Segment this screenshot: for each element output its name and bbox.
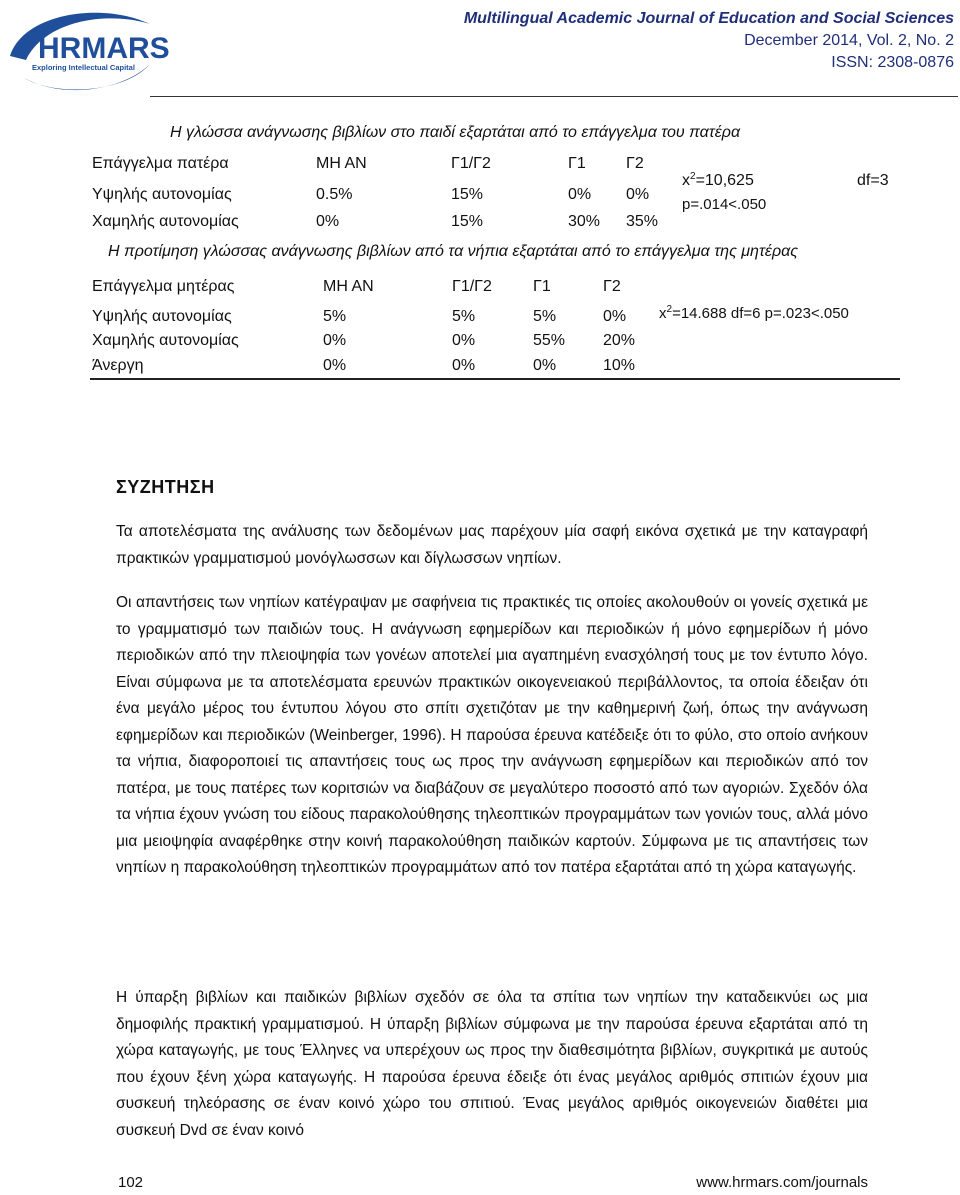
paragraph-2: Οι απαντήσεις των νηπίων κατέγραψαν με σαφήνεια τις πρακτικές τις οποίες ακολουθούν οι γονείς σχετικά με το γραμματισμό των παιδιών τους. Η ανάγνωση εφημερίδων και περιοδικών ή μόνο εφημερίδων ή μόνο περιοδικών από την πλειοψηφία των γονέων αποτελεί μια αγαπημένη ενασχόλησή τους με τον έντυπο λόγο. Είναι σύμφωνα με τα αποτελέσματα ερευνών πρακτικών οικογενειακού περιβάλλοντος, τα οποία έδειξαν ότι ένα μεγάλο μέρος του έντυπου λόγου στο σπίτι σχετιζόταν με την καθημερινή ζωή, όπως την ανάγνωση εφημερίδων και περιοδικών (Weinberger, 1996). Η παρούσα έρευνα κατέδειξε ότι το φύλο, στο οποίο ανήκουν τα νήπια, διαφοροποιεί τις απαντήσεις τους ως προς την ανάγνωση εφημερίδων και περιοδικών από τον πατέρα, με τους πατέρες των κοριτσιών να διαβάζουν σε μεγαλύτερο ποσοστό από των αγοριών. Σχεδόν όλα τα νήπια έχουν γνώση του είδους παρακολούθησης τηλεοπτικών προγραμμάτων των γονιών τους, αλλά μόνο μια μειοψηφία αναφέρθηκε στην κοινή παρακολούθηση παιδικών καρτούν. Σύμφωνα με τις απαντήσεις των νηπίων η παρακολούθηση τηλεοπτικών προγραμμάτων από τον πατέρα εξαρτάται από τη χώρα καταγωγής. xyxy=(116,594,868,876)
paragraph-3: Η ύπαρξη βιβλίων και παιδικών βιβλίων σχεδόν σε όλα τα σπίτια των νηπίων την καταδεικνύει ως μια δημοφιλής πρακτική γραμματισμού. Η ύπαρξη βιβλίων σύμφωνα με την παρούσα έρευνα εξαρτάται από τη χώρα καταγωγής, με τους Έλληνες να υπερέχουν ως προς την διαθεσιμότητα βιβλίων, συγκριτικά με αυτούς που έχουν ξένη χώρα καταγωγής. Η παρούσα έρευνα έδειξε ότι ένας μεγάλος αριθμός σπιτιών έχουν μια συσκευή τηλεόρασης σε έναν κοινό χώρο του σπιτιού. Ένας μεγάλος αριθμός οικογενειών διαθέτει μια συσκευή Dvd σε έναν κοινό xyxy=(116,989,868,1139)
table-cell: 5% xyxy=(452,308,476,325)
table1-df: df=3 xyxy=(857,172,889,189)
table2-statistics: $x^2=14.688$ df=6 p=.023<.050 xyxy=(659,304,849,322)
table-cell: 0% xyxy=(452,332,476,349)
logo-tagline: Exploring Intellectual Capital xyxy=(32,63,135,72)
publisher-logo xyxy=(4,4,170,96)
table1-header-g2: Γ2 xyxy=(626,155,644,172)
table-cell: 0% xyxy=(568,186,592,203)
journal-title: Multilingual Academic Journal of Education and Social Sciences xyxy=(463,10,954,27)
table1-header-mhan: ΜΗ ΑΝ xyxy=(316,155,367,172)
table2-header-mhan: ΜΗ ΑΝ xyxy=(323,278,374,295)
table-row-label: Άνεργη xyxy=(92,357,144,374)
table-row-label: Χαμηλής αυτονομίας xyxy=(92,332,239,349)
table-cell: 15% xyxy=(451,213,484,230)
table2-header-g1g2: Γ1/Γ2 xyxy=(452,278,492,295)
table1-header-profession: Επάγγελμα πατέρα xyxy=(92,155,229,172)
table2-bottom-rule xyxy=(90,378,900,380)
paragraph-1: Τα αποτελέσματα της ανάλυσης των δεδομένων μας παρέχουν μία σαφή εικόνα σχετικά με την καταγραφή πρακτικών γραμματισμού μονόγλωσσων και δίγλωσσων νηπίων. xyxy=(116,523,868,567)
journal-issue: December 2014, Vol. 2, No. 2 xyxy=(744,32,954,49)
table-cell: 0% xyxy=(323,357,347,374)
table-cell: 0% xyxy=(626,186,650,203)
table-cell: 35% xyxy=(626,213,659,230)
table-cell: 15% xyxy=(451,186,484,203)
logo-text: HRMARS xyxy=(38,32,170,65)
table-cell: 0% xyxy=(603,308,627,325)
footer-url[interactable]: www.hrmars.com/journals xyxy=(696,1174,868,1191)
table1-chi-square: $x^2=10,625$ xyxy=(682,171,754,189)
table1-p-value: p=.014<.050 xyxy=(682,196,767,213)
table-cell: 10% xyxy=(603,357,636,374)
table-cell: 0% xyxy=(323,332,347,349)
table-cell: 5% xyxy=(533,308,557,325)
page-number: 102 xyxy=(118,1174,144,1191)
table-cell: 0.5% xyxy=(316,186,353,203)
table1-caption: Η γλώσσα ανάγνωσης βιβλίων στο παιδί εξαρτάται από το επάγγελμα του πατέρα xyxy=(170,124,741,141)
table-row-label: Υψηλής αυτονομίας xyxy=(92,186,232,203)
header-divider xyxy=(150,96,958,97)
table1-header-g1g2: Γ1/Γ2 xyxy=(451,155,491,172)
table-cell: 5% xyxy=(323,308,347,325)
section-heading: ΣΥΖΗΤΗΣΗ xyxy=(116,477,215,497)
table-cell: 0% xyxy=(533,357,557,374)
table-cell: 20% xyxy=(603,332,636,349)
table1-header-g1: Γ1 xyxy=(568,155,586,172)
table-cell: 0% xyxy=(316,213,340,230)
table-row-label: Χαμηλής αυτονομίας xyxy=(92,213,239,230)
table-row-label: Υψηλής αυτονομίας xyxy=(92,308,232,325)
table2-header-profession: Επάγγελμα μητέρας xyxy=(92,278,235,295)
table2-caption: Η προτίμηση γλώσσας ανάγνωσης βιβλίων από τα νήπια εξαρτάται από το επάγγελμα της μητέρας xyxy=(108,243,799,260)
journal-issn: ISSN: 2308-0876 xyxy=(831,54,954,71)
table-cell: 55% xyxy=(533,332,566,349)
table-cell: 0% xyxy=(452,357,476,374)
journal-header xyxy=(464,8,954,74)
table2-header-g1: Γ1 xyxy=(533,278,551,295)
table2-header-g2: Γ2 xyxy=(603,278,621,295)
table-cell: 30% xyxy=(568,213,601,230)
